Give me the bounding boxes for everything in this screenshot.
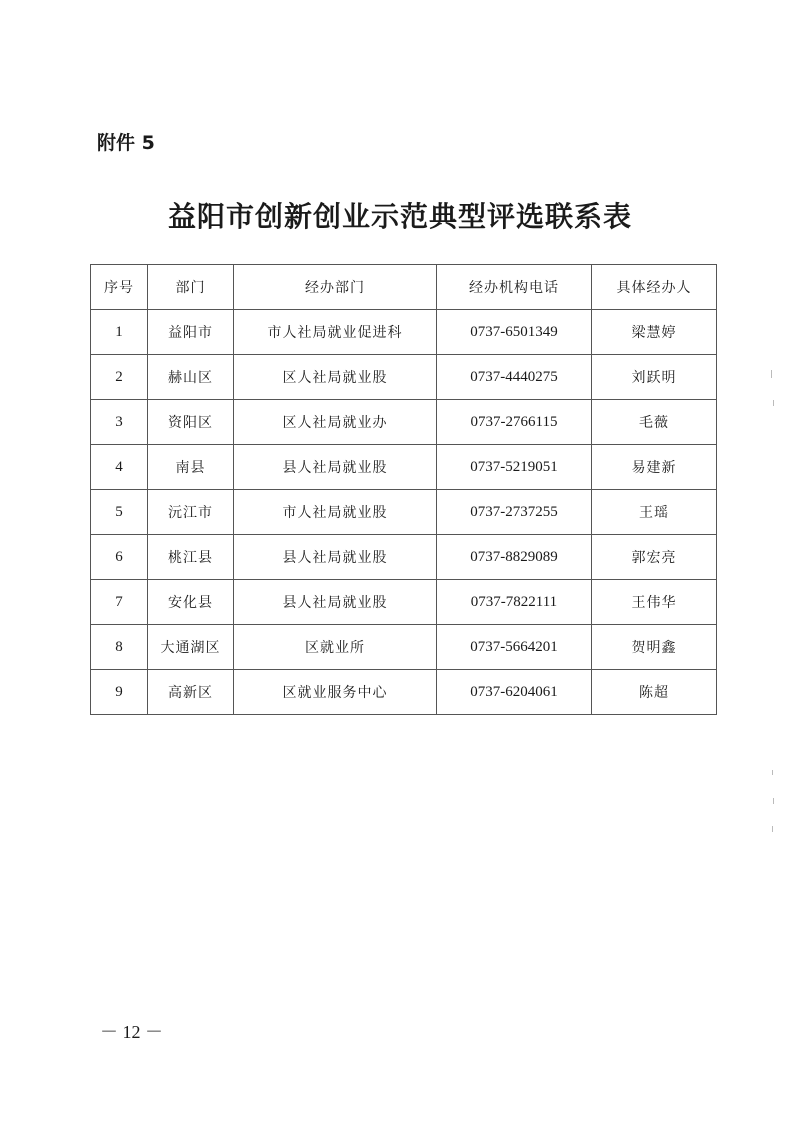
row-department: 南县 xyxy=(148,445,234,490)
row-serial-number: 3 xyxy=(91,400,148,445)
row-phone: 0737-7822111 xyxy=(437,580,592,625)
contact-table xyxy=(90,264,717,715)
attachment-label: 附件 5 xyxy=(97,132,155,154)
row-department: 赫山区 xyxy=(148,355,234,400)
row-department: 桃江县 xyxy=(148,535,234,580)
header-office-phone: 经办机构电话 xyxy=(437,265,592,310)
row-handling-office: 县人社局就业股 xyxy=(234,445,437,490)
row-contact-person: 郭宏亮 xyxy=(592,535,717,580)
row-serial-number: 6 xyxy=(91,535,148,580)
header-contact-person: 具体经办人 xyxy=(592,265,717,310)
row-handling-office: 区人社局就业办 xyxy=(234,400,437,445)
row-contact-person: 易建新 xyxy=(592,445,717,490)
header-department: 部门 xyxy=(148,265,234,310)
table-row xyxy=(91,535,717,580)
table-row xyxy=(91,400,717,445)
scan-artifact xyxy=(771,370,772,378)
row-department: 安化县 xyxy=(148,580,234,625)
row-phone: 0737-5664201 xyxy=(437,625,592,670)
scan-artifact xyxy=(772,770,773,775)
page-number: － 12 － xyxy=(100,1022,163,1042)
row-phone: 0737-2737255 xyxy=(437,490,592,535)
row-phone: 0737-5219051 xyxy=(437,445,592,490)
row-contact-person: 梁慧婷 xyxy=(592,310,717,355)
row-department: 高新区 xyxy=(148,670,234,715)
row-contact-person: 王伟华 xyxy=(592,580,717,625)
table-row xyxy=(91,670,717,715)
row-contact-person: 王瑶 xyxy=(592,490,717,535)
row-phone: 0737-6204061 xyxy=(437,670,592,715)
row-handling-office: 区就业服务中心 xyxy=(234,670,437,715)
row-handling-office: 县人社局就业股 xyxy=(234,535,437,580)
table-row xyxy=(91,490,717,535)
row-serial-number: 9 xyxy=(91,670,148,715)
table-row xyxy=(91,580,717,625)
document-title: 益阳市创新创业示范典型评选联系表 xyxy=(167,200,632,233)
table-row xyxy=(91,310,717,355)
row-department: 资阳区 xyxy=(148,400,234,445)
scan-artifact xyxy=(773,798,774,804)
scan-artifact xyxy=(772,826,773,832)
scan-artifact xyxy=(773,400,774,406)
row-handling-office: 县人社局就业股 xyxy=(234,580,437,625)
row-department: 益阳市 xyxy=(148,310,234,355)
row-serial-number: 8 xyxy=(91,625,148,670)
row-contact-person: 陈超 xyxy=(592,670,717,715)
row-phone: 0737-4440275 xyxy=(437,355,592,400)
row-contact-person: 贺明鑫 xyxy=(592,625,717,670)
row-phone: 0737-6501349 xyxy=(437,310,592,355)
row-handling-office: 市人社局就业股 xyxy=(234,490,437,535)
row-handling-office: 区就业所 xyxy=(234,625,437,670)
row-department: 大通湖区 xyxy=(148,625,234,670)
table-header-row xyxy=(91,265,717,310)
row-department: 沅江市 xyxy=(148,490,234,535)
table-row xyxy=(91,355,717,400)
row-handling-office: 市人社局就业促进科 xyxy=(234,310,437,355)
row-serial-number: 1 xyxy=(91,310,148,355)
row-contact-person: 毛薇 xyxy=(592,400,717,445)
row-phone: 0737-2766115 xyxy=(437,400,592,445)
header-serial-number: 序号 xyxy=(91,265,148,310)
row-phone: 0737-8829089 xyxy=(437,535,592,580)
row-handling-office: 区人社局就业股 xyxy=(234,355,437,400)
row-serial-number: 4 xyxy=(91,445,148,490)
table-row xyxy=(91,625,717,670)
table-row xyxy=(91,445,717,490)
row-serial-number: 7 xyxy=(91,580,148,625)
row-serial-number: 5 xyxy=(91,490,148,535)
header-handling-office: 经办部门 xyxy=(234,265,437,310)
row-contact-person: 刘跃明 xyxy=(592,355,717,400)
row-serial-number: 2 xyxy=(91,355,148,400)
